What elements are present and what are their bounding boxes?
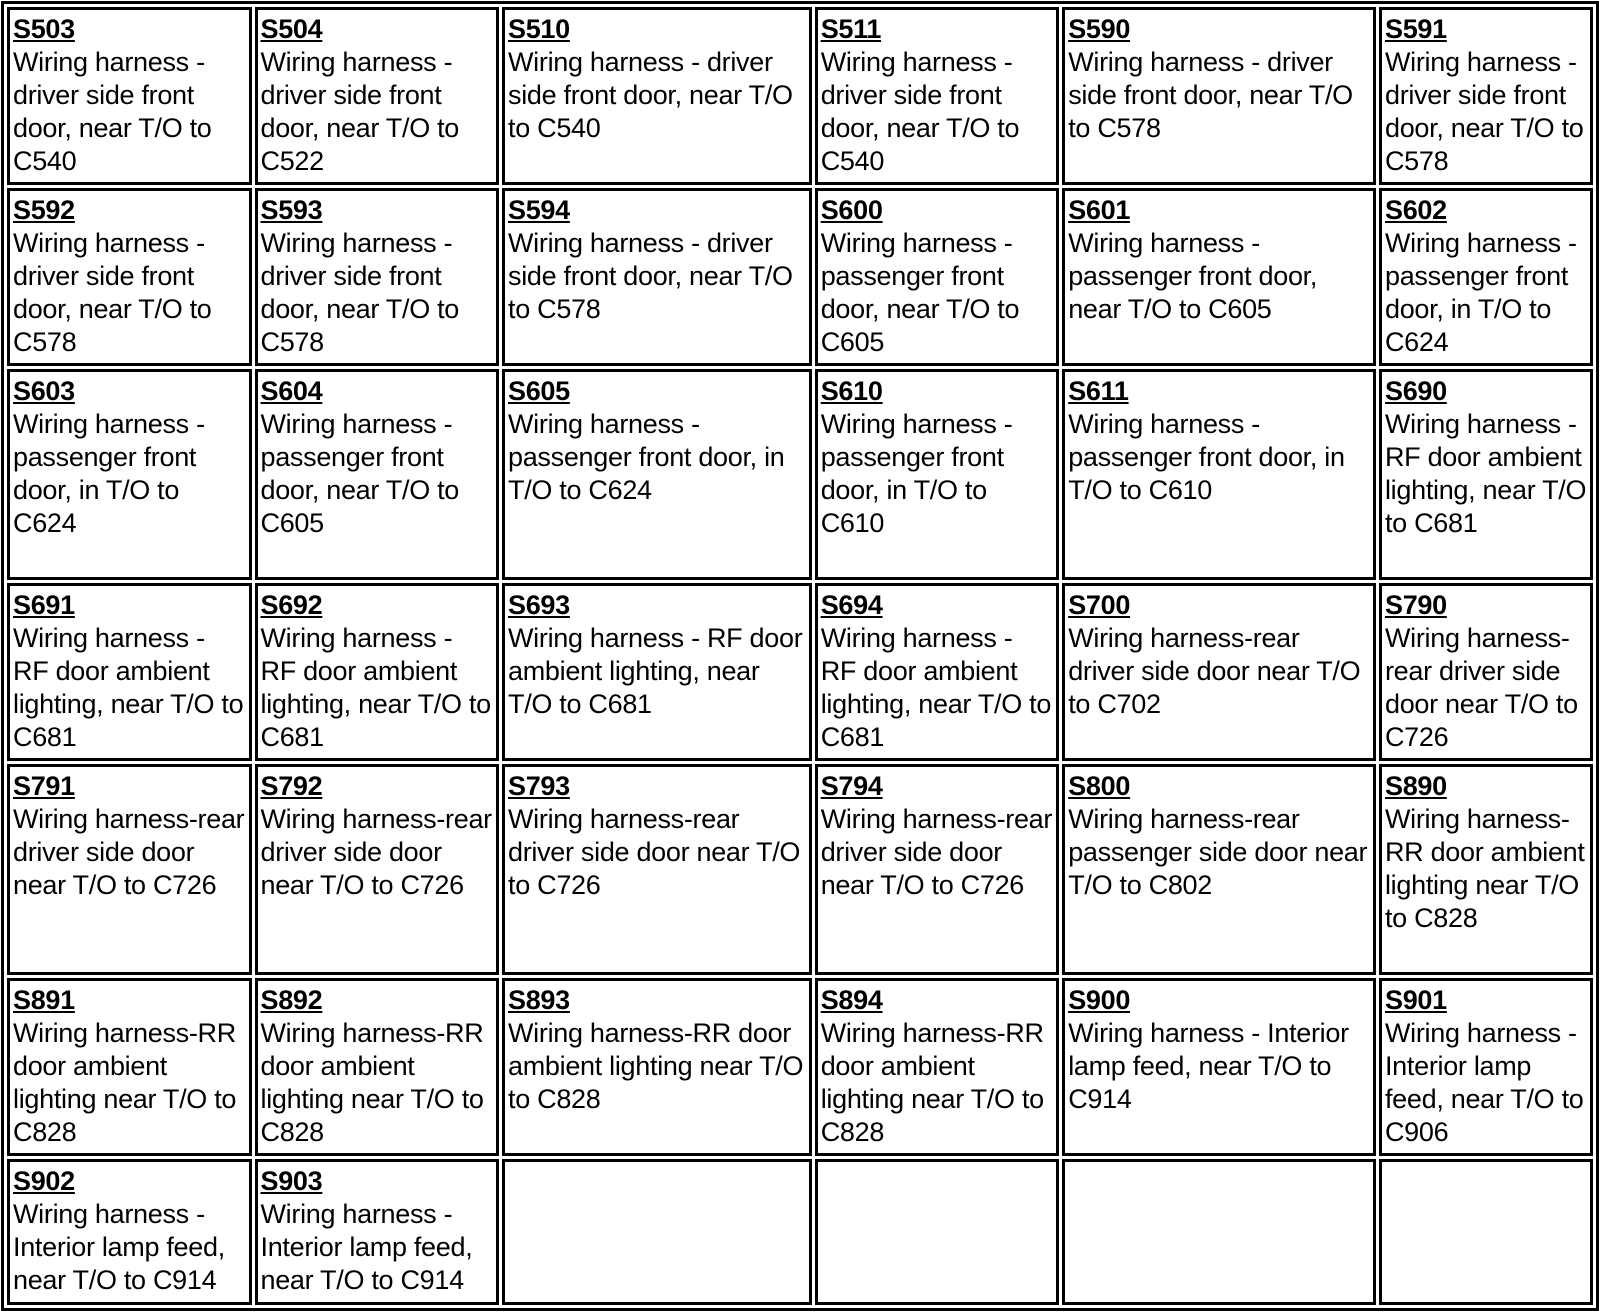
table-row <box>7 978 1593 1156</box>
splice-cell <box>1062 7 1376 185</box>
splice-id: S601 <box>1068 195 1131 225</box>
splice-description: Wiring harness-RR door ambient lighting near T/O to C828 <box>820 1018 1044 1147</box>
splice-table-body <box>7 7 1593 1305</box>
splice-id: S593 <box>260 195 323 225</box>
splice-id: S600 <box>820 195 883 225</box>
splice-description: Wiring harness-RR door ambient lighting near T/O to C828 <box>508 1018 804 1114</box>
splice-description: Wiring harness - Interior lamp feed, near T/O to C906 <box>1384 1018 1584 1147</box>
splice-cell <box>255 583 500 761</box>
splice-description: Wiring harness - passenger front door, near T/O to C605 <box>820 228 1020 357</box>
splice-cell <box>1379 978 1593 1156</box>
splice-description: Wiring harness - RF door ambient lighting, near T/O to C681 <box>1384 409 1587 538</box>
splice-description: Wiring harness - passenger front door, in T/O to C610 <box>1068 409 1345 505</box>
splice-cell <box>815 188 1060 366</box>
splice-id: S893 <box>508 985 570 1015</box>
splice-cell <box>502 583 812 761</box>
splice-description: Wiring harness - passenger front door, in T/O to C624 <box>13 409 205 538</box>
splice-id: S900 <box>1068 985 1131 1015</box>
splice-description: Wiring harness - Interior lamp feed, near T/O to C914 <box>260 1199 473 1295</box>
splice-cell <box>1379 764 1593 975</box>
splice-description: Wiring harness-rear driver side door near T/O to C726 <box>1384 623 1578 752</box>
splice-description: Wiring harness-RR door ambient lighting near T/O to C828 <box>13 1018 237 1147</box>
splice-table <box>1 1 1599 1311</box>
splice-description: Wiring harness-RR door ambient lighting near T/O to C828 <box>1384 804 1585 933</box>
splice-description: Wiring harness - Interior lamp feed, near T/O to C914 <box>1068 1018 1349 1114</box>
splice-description: Wiring harness-rear driver side door near T/O to C726 <box>13 804 245 900</box>
splice-cell <box>502 978 812 1156</box>
splice-id: S700 <box>1068 590 1131 620</box>
splice-cell <box>7 583 252 761</box>
splice-description: Wiring harness - RF door ambient lighting, near T/O to C681 <box>508 623 803 719</box>
splice-cell <box>815 978 1060 1156</box>
splice-id: S610 <box>820 376 883 406</box>
splice-cell <box>502 188 812 366</box>
splice-cell <box>7 369 252 580</box>
splice-description: Wiring harness - driver side front door, near T/O to C578 <box>260 228 460 357</box>
splice-description: Wiring harness - RF door ambient lighting, near T/O to C681 <box>13 623 244 752</box>
splice-id: S602 <box>1384 195 1447 225</box>
splice-cell <box>1062 764 1376 975</box>
splice-id: S591 <box>1384 14 1447 44</box>
splice-cell <box>815 764 1060 975</box>
splice-id: S690 <box>1384 376 1447 406</box>
splice-cell <box>1062 369 1376 580</box>
empty-cell <box>815 1159 1060 1305</box>
table-row <box>7 583 1593 761</box>
splice-id: S793 <box>508 771 570 801</box>
splice-cell <box>1062 188 1376 366</box>
splice-description: Wiring harness - driver side front door, near T/O to C578 <box>1384 47 1584 176</box>
table-row <box>7 369 1593 580</box>
splice-description: Wiring harness-rear driver side door near T/O to C726 <box>508 804 801 900</box>
splice-id: S902 <box>13 1166 75 1196</box>
splice-cell <box>255 369 500 580</box>
splice-cell <box>1379 369 1593 580</box>
splice-cell <box>815 7 1060 185</box>
splice-cell <box>255 188 500 366</box>
splice-description: Wiring harness - passenger front door, near T/O to C605 <box>260 409 460 538</box>
empty-cell <box>1062 1159 1376 1305</box>
splice-cell <box>7 978 252 1156</box>
splice-description: Wiring harness - passenger front door, in T/O to C624 <box>1384 228 1577 357</box>
splice-id: S605 <box>508 376 570 406</box>
splice-id: S503 <box>13 14 75 44</box>
splice-description: Wiring harness-rear driver side door near T/O to C726 <box>260 804 492 900</box>
splice-id: S894 <box>820 985 883 1015</box>
splice-description: Wiring harness - RF door ambient lighting, near T/O to C681 <box>820 623 1052 752</box>
splice-description: Wiring harness - driver side front door, near T/O to C540 <box>13 47 212 176</box>
splice-description: Wiring harness - passenger front door, in T/O to C610 <box>820 409 1013 538</box>
splice-cell <box>502 369 812 580</box>
splice-id: S604 <box>260 376 323 406</box>
splice-id: S590 <box>1068 14 1131 44</box>
splice-cell <box>502 7 812 185</box>
splice-description: Wiring harness-rear driver side door near T/O to C702 <box>1068 623 1361 719</box>
table-row <box>7 7 1593 185</box>
splice-description: Wiring harness-rear driver side door near T/O to C726 <box>820 804 1053 900</box>
splice-id: S790 <box>1384 590 1447 620</box>
splice-id: S611 <box>1068 376 1129 406</box>
splice-id: S694 <box>820 590 883 620</box>
splice-cell <box>1379 583 1593 761</box>
splice-id: S693 <box>508 590 570 620</box>
splice-id: S800 <box>1068 771 1131 801</box>
splice-id: S504 <box>260 14 323 44</box>
splice-id: S594 <box>508 195 570 225</box>
splice-cell <box>255 7 500 185</box>
splice-cell <box>255 1159 500 1305</box>
splice-id: S692 <box>260 590 323 620</box>
splice-id: S511 <box>820 14 882 44</box>
splice-cell <box>1379 188 1593 366</box>
splice-cell <box>7 7 252 185</box>
splice-id: S791 <box>13 771 75 801</box>
splice-description: Wiring harness - Interior lamp feed, near T/O to C914 <box>13 1199 225 1295</box>
splice-id: S794 <box>820 771 883 801</box>
splice-description: Wiring harness - driver side front door, near T/O to C578 <box>1068 47 1353 143</box>
splice-cell <box>7 1159 252 1305</box>
splice-description: Wiring harness - RF door ambient lighting, near T/O to C681 <box>260 623 491 752</box>
empty-cell <box>502 1159 812 1305</box>
splice-id: S901 <box>1384 985 1447 1015</box>
table-row <box>7 764 1593 975</box>
splice-cell <box>502 764 812 975</box>
splice-id: S792 <box>260 771 323 801</box>
splice-description: Wiring harness-RR door ambient lighting near T/O to C828 <box>260 1018 484 1147</box>
splice-id: S891 <box>13 985 75 1015</box>
splice-cell <box>1062 583 1376 761</box>
splice-cell <box>255 978 500 1156</box>
splice-description: Wiring harness - driver side front door, near T/O to C540 <box>820 47 1020 176</box>
splice-id: S892 <box>260 985 323 1015</box>
splice-description: Wiring harness-rear passenger side door near T/O to C802 <box>1068 804 1368 900</box>
table-row <box>7 1159 1593 1305</box>
splice-id: S903 <box>260 1166 323 1196</box>
splice-cell <box>7 764 252 975</box>
splice-id: S592 <box>13 195 75 225</box>
splice-id: S603 <box>13 376 75 406</box>
table-row <box>7 188 1593 366</box>
splice-description: Wiring harness - driver side front door, near T/O to C578 <box>508 228 793 324</box>
splice-description: Wiring harness - passenger front door, in T/O to C624 <box>508 409 785 505</box>
splice-cell <box>1062 978 1376 1156</box>
splice-id: S510 <box>508 14 570 44</box>
splice-cell <box>815 583 1060 761</box>
splice-description: Wiring harness - driver side front door, near T/O to C522 <box>260 47 460 176</box>
splice-cell <box>7 188 252 366</box>
splice-id: S691 <box>13 590 75 620</box>
splice-id: S890 <box>1384 771 1447 801</box>
splice-description: Wiring harness - driver side front door, near T/O to C578 <box>13 228 212 357</box>
splice-cell <box>815 369 1060 580</box>
splice-description: Wiring harness - driver side front door, near T/O to C540 <box>508 47 793 143</box>
splice-cell <box>255 764 500 975</box>
empty-cell <box>1379 1159 1593 1305</box>
splice-cell <box>1379 7 1593 185</box>
splice-description: Wiring harness - passenger front door, near T/O to C605 <box>1068 228 1318 324</box>
